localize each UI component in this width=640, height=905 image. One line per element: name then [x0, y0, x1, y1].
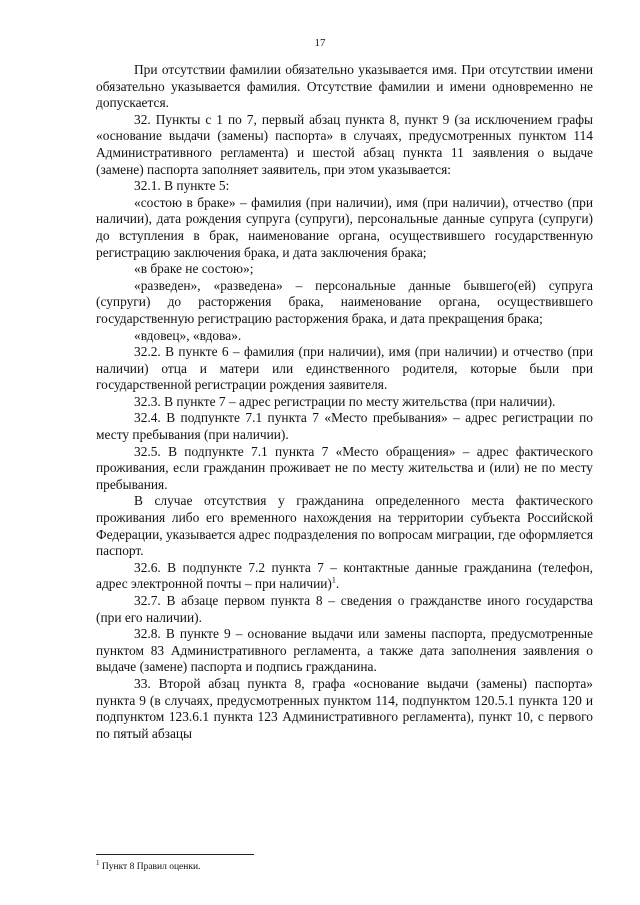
paragraph-32-4: 32.4. В подпункте 7.1 пункта 7 «Место пребывания» – адрес регистрации по месту пребывания (при наличии).	[96, 410, 593, 443]
paragraph-32-6-tail: .	[335, 576, 340, 592]
footnote-reference: 1	[331, 575, 336, 585]
paragraph-32-6-text: 32.6. В подпункте 7.2 пункта 7 – контактные данные гражданина (телефон, адрес электронной почты – при наличии)	[96, 559, 593, 592]
paragraph-no-residence: В случае отсутствия у гражданина определенного места фактического проживания либо его временного нахождения на территории субъекта Российской Федерации, указывается адрес подразделения по вопросам миграции, где оформляется паспорт.	[96, 493, 593, 559]
page-number: 17	[314, 37, 326, 49]
footnote-text: Пункт 8 Правил оценки.	[99, 862, 201, 872]
paragraph-32-3: 32.3. В пункте 7 – адрес регистрации по месту жительства (при наличии).	[134, 393, 556, 409]
paragraph-32: 32. Пункты с 1 по 7, первый абзац пункта 8, пункт 9 (за исключением графы «основание выдачи (замены) паспорта» в случаях, предусмотренных пунктом 114 Административного регламента) и шестой абзац пункта 11 заявления о выдаче (замене) паспорта заполняет заявитель, при этом указывается:	[96, 111, 593, 177]
paragraph-divorced: «разведен», «разведена» – персональные данные бывшего(ей) супруга (супруги) до расторжения брака, наименование органа, осуществившего государственную регистрацию расторжения брака, и дата прекращения брака;	[96, 277, 593, 326]
paragraph-32-2: 32.2. В пункте 6 – фамилия (при наличии), имя (при наличии) и отчество (при наличии) отца и матери или единственного родителя, которые были при государственной регистрации рождения заявителя.	[96, 344, 593, 393]
paragraph-absence-of-name: При отсутствии фамилии обязательно указывается имя. При отсутствии имени обязательно указывается фамилия. Отсутствие фамилии и имени одновременно не допускается.	[96, 62, 593, 111]
footnote-separator	[96, 854, 254, 855]
document-body	[96, 62, 593, 742]
paragraph-widowed: «вдовец», «вдова».	[134, 327, 242, 343]
paragraph-32-1: 32.1. В пункте 5:	[134, 178, 230, 194]
footnote	[96, 858, 201, 873]
paragraph-married: «состою в браке» – фамилия (при наличии), имя (при наличии), отчество (при наличии), дата рождения супруга (супруги), персональные данные супруга (супруги) до вступления в брак, наименование органа, осуществившего государственную регистрацию заключения брака, и дата заключения брака;	[96, 194, 593, 260]
paragraph-33: 33. Второй абзац пункта 8, графа «основание выдачи (замены) паспорта» пункта 9 (в случаях, предусмотренных пунктом 114, подпунктом 120.5.1 пункта 120 и подпунктом 123.6.1 пункта 123 Административного регламента), пункт 10, с первого по пятый абзацы	[96, 675, 593, 741]
paragraph-32-8: 32.8. В пункте 9 – основание выдачи или замены паспорта, предусмотренные пунктом 83 Административного регламента, а также дата заполнения заявления о выдаче (замене) паспорта и подпись гражданина.	[96, 626, 593, 675]
paragraph-not-married: «в браке не состою»;	[134, 261, 254, 277]
paragraph-32-7: 32.7. В абзаце первом пункта 8 – сведения о гражданстве иного государства (при его наличии).	[96, 593, 593, 625]
paragraph-32-6	[96, 560, 593, 593]
paragraph-32-5: 32.5. В подпункте 7.1 пункта 7 «Место обращения» – адрес фактического проживания, если гражданин проживает не по месту жительства и (или) не по месту пребывания.	[96, 443, 593, 492]
footnote-number: 1	[96, 858, 100, 867]
